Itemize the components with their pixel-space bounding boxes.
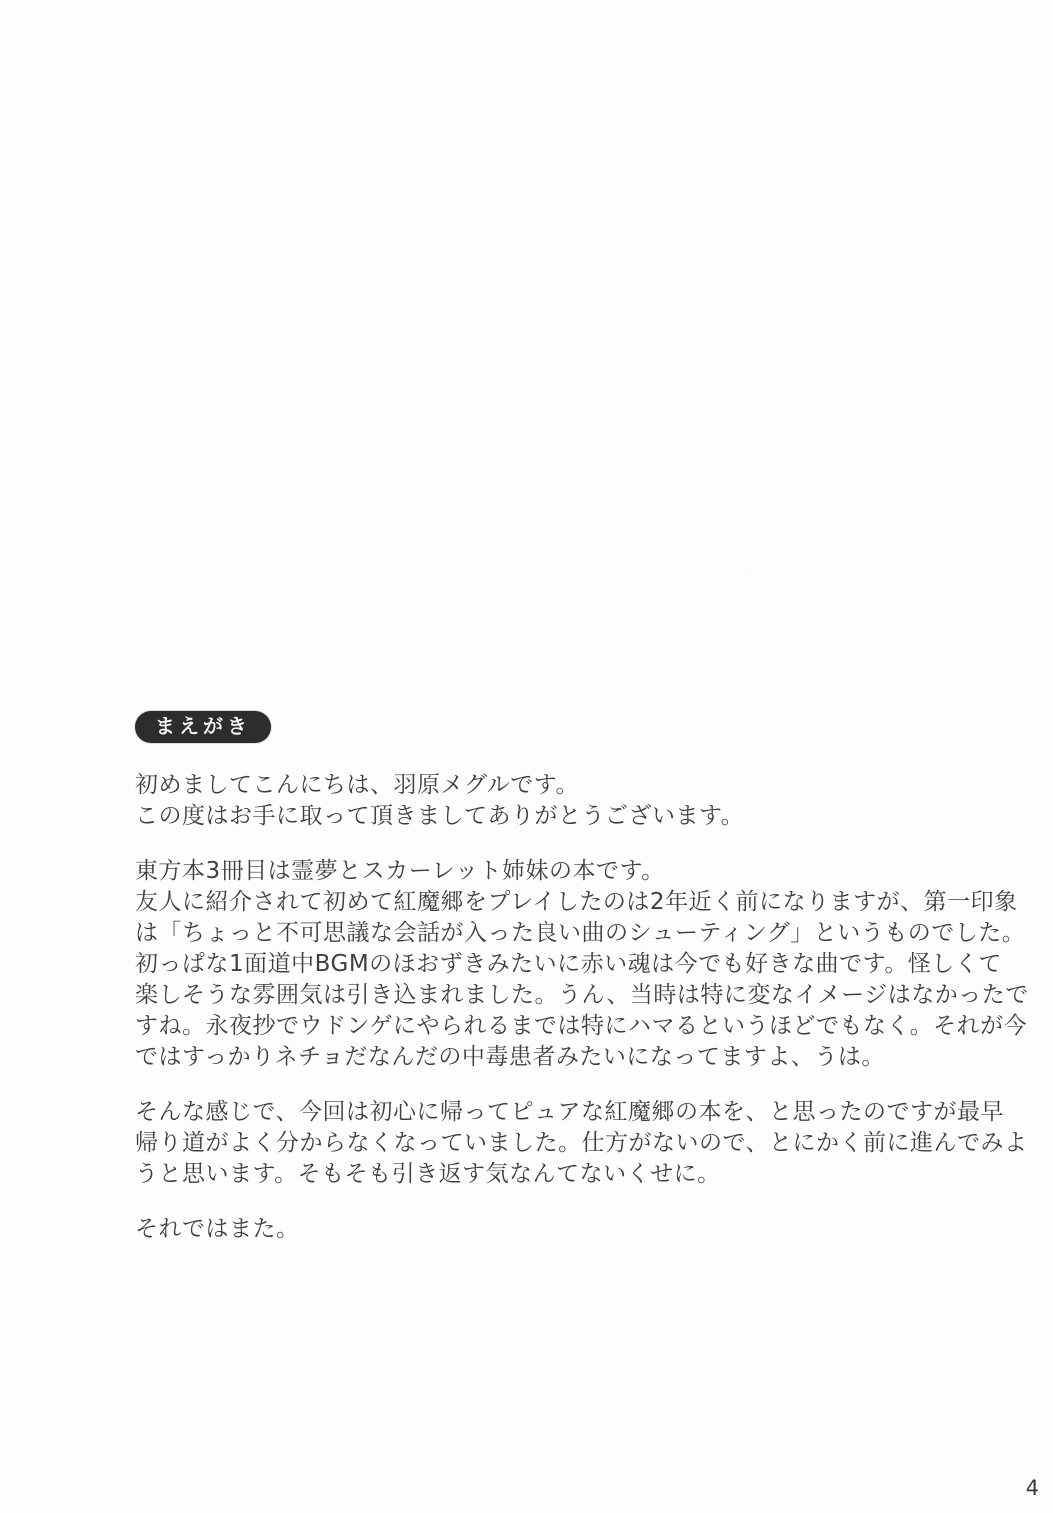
text-line: 初めましてこんにちは、羽原メグルです。 [135,772,579,798]
text-line: ではすっかりネチョだなんだの中毒患者みたいになってますよ、うは。 [135,1044,885,1070]
foreword-text-block [135,770,1029,1269]
foreword-paragraph-closing-thoughts [135,1097,1028,1190]
text-line: 帰り道がよく分からなくなっていました。仕方がないので、とにかく前に進んでみよ [135,1130,1028,1156]
foreword-paragraph-signoff [135,1214,935,1245]
foreword-badge [135,711,271,743]
text-line: すね。永夜抄でウドンゲにやられるまでは特にハマるというほどでもなく。それが今 [135,1013,1028,1039]
page-number: 4 [1025,1476,1039,1500]
text-line: うと思います。そもそも引き返す気なんてないくせに。 [135,1161,721,1187]
foreword-paragraph-greeting [135,770,935,832]
text-line: 東方本3冊目は霊夢とスカーレット姉妹の本です。 [135,858,665,884]
foreword-paragraph-main [135,856,1029,1073]
text-line: 初っぱな1面道中BGMのほおずきみたいに赤い魂は今でも好きな曲です。怪しくて [135,951,1002,977]
text-line: そんな感じで、今回は初心に帰ってピュアな紅魔郷の本を、と思ったのですが最早 [135,1099,1005,1125]
text-line: は「ちょっと不可思議な会話が入った良い曲のシューティング」というものでした。 [135,920,1026,946]
text-line: 友人に紹介されて初めて紅魔郷をプレイしたのは2年近く前になりますが、第一印象 [135,889,1018,915]
text-line: この度はお手に取って頂きましてありがとうございます。 [135,803,745,829]
text-line: それではまた。 [135,1216,300,1242]
text-line: 楽しそうな雰囲気は引き込まれました。うん、当時は特に変なイメージはなかったで [135,982,1029,1008]
foreword-badge-label: まえがき [155,714,251,738]
